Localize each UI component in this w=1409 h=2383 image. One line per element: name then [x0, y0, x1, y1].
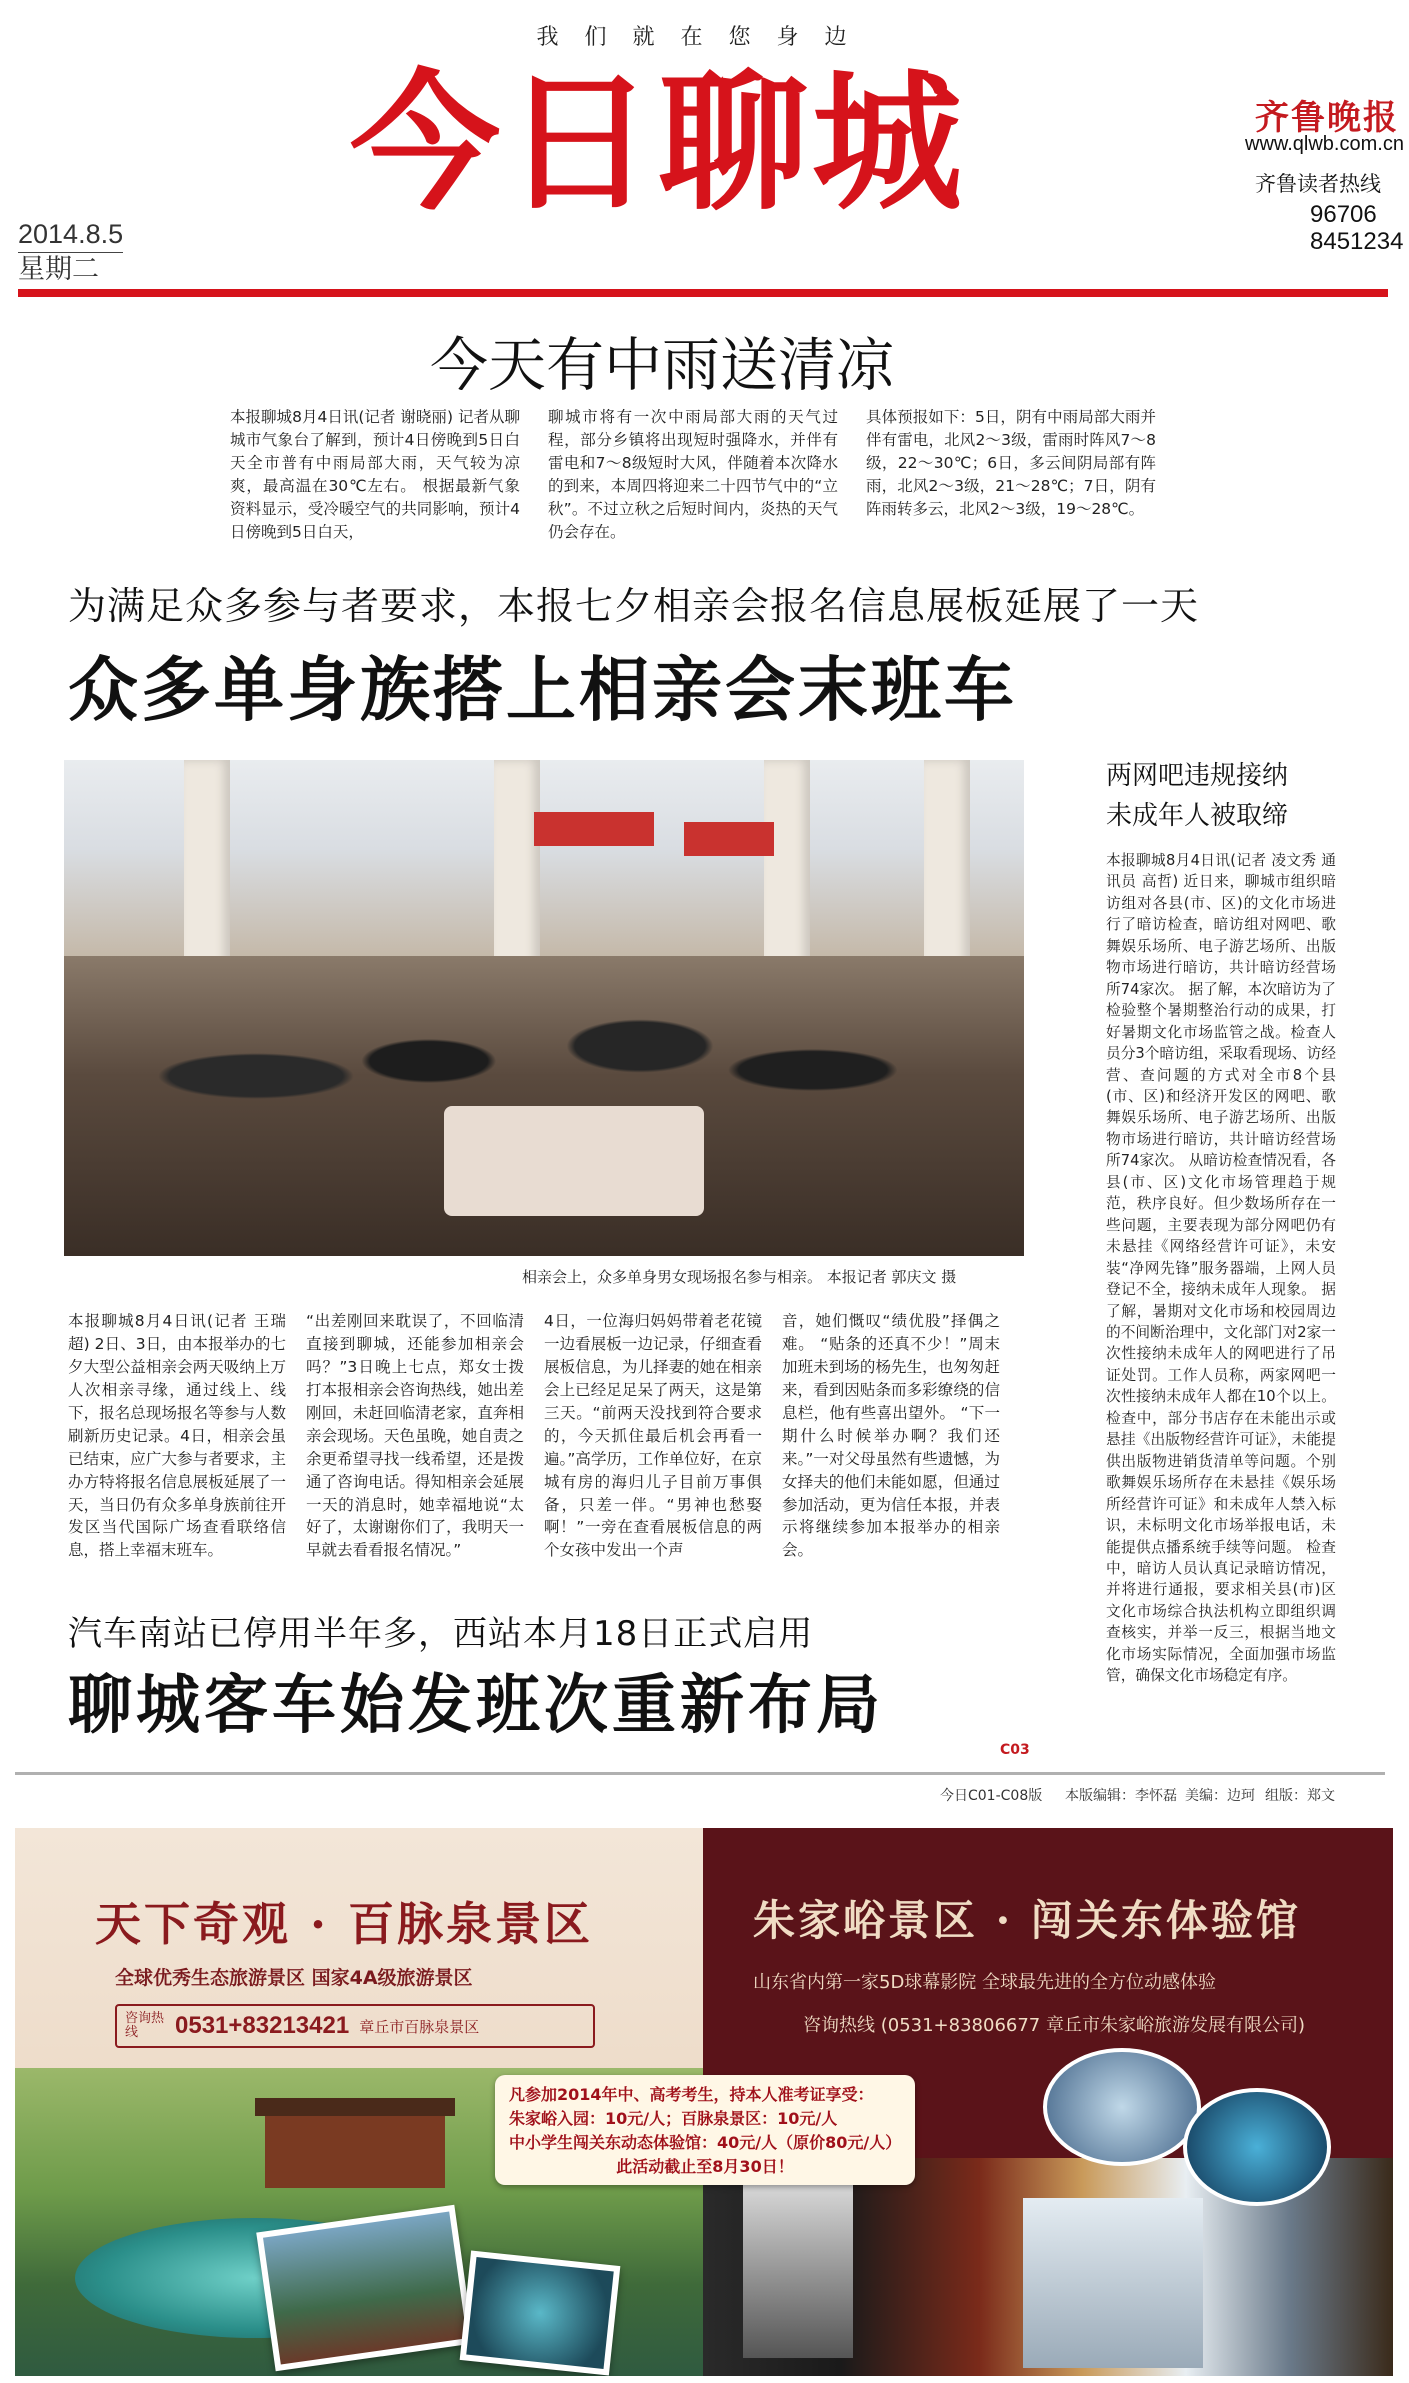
ad-right-circle-photo-2	[1183, 2088, 1331, 2206]
ad-left-title: 天下奇观 · 百脉泉景区	[95, 1897, 594, 1951]
ad-right-hotline: 咨询热线 (0531+83806677 章丘市朱家峪旅游发展有限公司)	[803, 2015, 1305, 2036]
ad-right-sub: 山东省内第一家5D球幕影院 全球最先进的全方位动感体验	[753, 1972, 1217, 1993]
ad-promo-box	[495, 2075, 915, 2185]
footer-rule	[15, 1772, 1385, 1775]
footer-pages: 今日C01-C08版	[940, 1788, 1043, 1804]
news-photo	[64, 760, 1024, 1256]
side-story-title	[1106, 756, 1288, 837]
issue-weekday: 星期二	[18, 253, 99, 284]
weather-col-3: 具体预报如下：5日，阴有中雨局部大雨并伴有雷电，北风2～3级，雷雨时阵风7～8级，22～30℃；6日，多云间阴局部有阵雨，北风2～3级，21～28℃；7日，阴有阵雨转多云，北风2～3级，19～28℃。	[866, 408, 1156, 518]
bus-subhead: 汽车南站已停用半年多，西站本月18日正式启用	[68, 1614, 814, 1654]
issue-date: 2014.8.5	[18, 218, 123, 253]
main-col-1: 本报聊城8月4日讯(记者 王瑞超) 2日、3日，由本报举办的七夕大型公益相亲会两天吸纳上万人次相亲寻缘，通过线上、线下，报名总现场报名等参与人数刷新历史记录。4日，相亲会虽已结束，应广大参与者要求，主办方特将报名信息展板延展了一天，当日仍有众多单身族前往开发区当代国际广场查看联络信息，搭上幸福末班车。	[68, 1312, 286, 1560]
promo-line-4: 此活动截止至8月30日！	[616, 2157, 794, 2176]
ad-left-phone: 0531+83213421	[175, 2012, 350, 2039]
main-col-4: 音，她们慨叹“绩优股”择偶之难。 “贴条的还真不少！”周末加班未到场的杨先生，也匆匆赶来，看到因贴条而多彩缭绕的信息栏，他有些喜出望外。 “下一期什么时候举办啊？我们还来。”一对父母虽然有些遗憾，为女择夫的他们未能如愿，但通过参加活动，更为信任本报，并表示将继续参加本报举办的相亲会。	[782, 1312, 1000, 1560]
brand-logo: 齐鲁晚报	[1255, 98, 1399, 138]
slogan: 我们就在您身边	[536, 25, 873, 50]
bus-headline: 聊城客车始发班次重新布局	[68, 1668, 884, 1743]
masthead-divider	[18, 289, 1388, 297]
hotline-label: 齐鲁读者热线	[1255, 172, 1381, 196]
footer-art: 美编：边珂	[1185, 1788, 1255, 1804]
ad-left-hotline-label: 咨询热线	[125, 2010, 165, 2040]
hotline-number-2: 8451234	[1310, 227, 1404, 255]
ad-left-sub: 全球优秀生态旅游景区 国家4A级旅游景区	[115, 1967, 473, 1989]
ad-left-phone-box	[115, 2004, 595, 2048]
promo-line-3: 中小学生闯关东动态体验馆：40元/人（原价80元/人）	[509, 2133, 902, 2152]
promo-line-2: 朱家峪入园：10元/人；百脉泉景区：10元/人	[509, 2109, 838, 2128]
page-reference: C03	[1000, 1742, 1030, 1758]
main-headline: 众多单身族搭上相亲会末班车	[68, 648, 1017, 731]
weather-col-2: 聊城市将有一次中雨局部大雨的天气过程，部分乡镇将出现短时强降水，并伴有雷电和7～8级短时大风，伴随着本次降水的到来，本周四将迎来二十四节气中的“立秋”。不过立秋之后短时间内，炎热的天气仍会存在。	[548, 408, 838, 541]
footer-editor: 本版编辑：李怀磊	[1065, 1788, 1177, 1804]
promo-line-1: 凡参加2014年中、高考考生，持本人准考证享受：	[509, 2085, 874, 2104]
ad-right-title: 朱家峪景区 · 闯关东体验馆	[753, 1896, 1301, 1945]
website-link[interactable]: www.qlwb.com.cn	[1245, 133, 1404, 155]
weather-col-1: 本报聊城8月4日讯(记者 谢晓丽) 记者从聊城市气象台了解到，预计4日傍晚到5日白天全市普有中雨局部大雨，天气较为凉爽，最高温在30℃左右。 根据最新气象资料显示，受冷暖空气的共同影响，预计4日傍晚到5日白天，	[230, 408, 520, 541]
hotline-number-1: 96706	[1310, 201, 1377, 228]
weather-headline: 今天有中雨送清凉	[430, 331, 895, 399]
ad-right-circle-photo-1	[1043, 2048, 1201, 2166]
side-title-line-1: 两网吧违规接纳	[1106, 761, 1289, 791]
masthead-title: 今日聊城	[350, 55, 967, 231]
issue-date-block	[18, 218, 123, 287]
photo-caption: 相亲会上，众多单身男女现场报名参与相亲。 本报记者 郭庆文 摄	[522, 1268, 957, 1286]
ad-left-company: 章丘市百脉泉景区	[359, 2017, 480, 2036]
main-col-2: “出差刚回来耽误了，不回临清直接到聊城，还能参加相亲会吗？”3日晚上七点，郑女士拨打本报相亲会咨询热线，她出差刚回，未赶回临清老家，直奔相亲会现场。天色虽晚，她自责之余更希望寻找一线希望，还是拨通了咨询电话。得知相亲会延展一天的消息时，她幸福地说“太好了，太谢谢你们了，我明天一早就去看看报名情况。”	[306, 1312, 524, 1560]
side-title-line-2: 未成年人被取缔	[1106, 801, 1289, 832]
side-story-body: 本报聊城8月4日讯(记者 凌文秀 通讯员 高哲) 近日来，聊城市组织暗访组对各县(市、区)的文化市场进行了暗访检查，暗访组对网吧、歌舞娱乐场所、电子游艺场所、出版物市场进行暗访，共计暗访经营场所74家次。 据了解，本次暗访为了检验整个暑期整治行动的成果，打好暑期文化市场监管之战。检查人员分3个暗访组，采取看现场、访经营、查问题的方式对全市8个县(市、区)和经济开发区的网吧、歌舞娱乐场所、电子游艺场所、出版物市场进行暗访，共计暗访经营场所74家次。 从暗访检查情况看，各县(市、区)文化市场管理趋于规范，秩序良好。但少数场所存在一些问题，主要表现为部分网吧仍有未悬挂《网络经营许可证》，未安装“净网先锋”服务器端，上网人员登记不全，接纳未成年人现象。 据了解，暑期对文化市场和校园周边的不间断治理中，文化部门对2家一次性接纳未成年人的网吧进行了吊证处罚。工作人员称，两家网吧一次性接纳未成年人都在10个以上。 检查中，部分书店存在未能出示或悬挂《出版物经营许可证》，未能提供出版物进销货清单等问题。个别歌舞娱乐场所存在未悬挂《娱乐场所经营许可证》和未成年人禁入标识，未标明文化市场举报电话，未能提供点播系统手续等问题。 检查中，暗访人员认真记录暗访情况，并将进行通报，要求相关县(市)区文化市场综合执法机构立即组织调查核实，并举一反三，根据当地文化市场实际情况，全面加强市场监管，确保文化市场稳定有序。	[1106, 852, 1336, 1685]
main-subhead: 为满足众多参与者要求，本报七夕相亲会报名信息展板延展了一天	[68, 584, 1200, 628]
footer-proof: 组版：郑文	[1265, 1788, 1335, 1804]
main-col-3: 4日，一位海归妈妈带着老花镜一边看展板一边记录，仔细查看展板信息，为儿择妻的她在相亲会上已经足足呆了两天，这是第三天。“前两天没找到符合要求的，今天抓住最后机会再看一遍。”高学历，工作单位好，在京城有房的海归儿子目前万事俱备，只差一伴。“男神也愁娶啊！”一旁在查看展板信息的两个女孩中发出一个声	[544, 1312, 762, 1560]
hotline-numbers	[1310, 202, 1403, 256]
